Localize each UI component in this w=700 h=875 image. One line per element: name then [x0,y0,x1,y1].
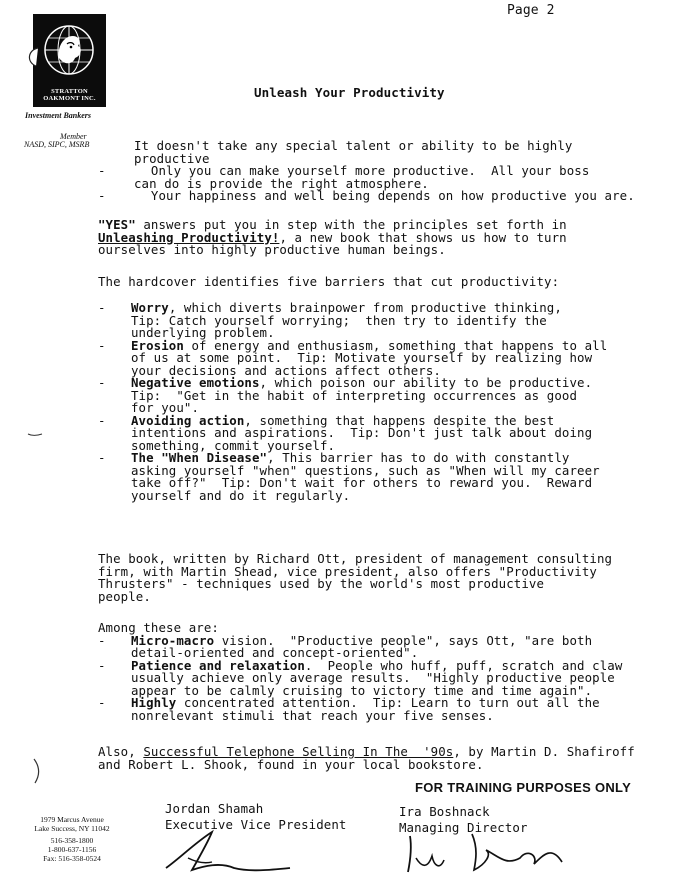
yes-word: "YES" [98,217,136,232]
barrier-term: Avoiding action [131,412,245,428]
barriers-list [98,302,688,502]
list-item: - Worry, which diverts brainpower from productive thinking, Tip: Catch yourself worrying; then try to identify the underlying problem. [98,300,562,340]
yes-text: answers put you in step with the principles set forth in [135,217,567,232]
bullet-dash: - [98,300,106,315]
book-paragraph: The book, written by Richard Ott, president of management consulting firm, with Martin Shead, vice president, also offers "Productivity Thrusters" - techniques used by the world's most productive people. [98,551,613,604]
member-orgs-caption: NASD, SIPC, MSRB [24,140,90,149]
barrier-term: Erosion [131,337,184,353]
logo-line-1: STRATTON [51,88,88,95]
member-caption: Member [60,132,87,141]
thruster-term: Highly [131,695,177,710]
bullet-dash: - [98,163,151,178]
punch-hole-mark [24,46,42,68]
signature-1-image [160,828,300,875]
barrier-term: The "When Disease" [131,450,268,465]
list-item: - Erosion of energy and enthusiasm, something that happens to all of us at some point. Tip: Motivate yourself by realizing how your decisions and actions affect others. [98,337,608,378]
among-intro: Among these are: [98,620,219,635]
yes-text: ourselves into highly productive human beings. [98,242,446,257]
bullet-dash: - [98,375,106,390]
telephone-book-title: Successful Telephone Selling In The '90s [143,744,454,759]
scan-mark [24,420,48,444]
intro-line: productive [134,150,210,166]
barrier-term: Negative emotions [131,375,260,390]
list-item: - Negative emotions, which poison our ability to be productive. Tip: "Get in the habit of interpreting occurrences as good for you". [98,375,593,415]
thrusters-list [98,622,688,722]
logo-line-2: OAKMONT INC. [43,95,96,102]
signature-2-image [402,828,572,875]
company-logo [33,14,106,107]
investment-bankers-caption: Investment Bankers [25,111,92,120]
training-notice: FOR TRAINING PURPOSES ONLY [415,780,632,795]
list-item: - Patience and relaxation. People who huff, puff, scratch and claw usually achieve only average results. "Highly productive people appear to be calmly cruising to victory time and time again". [98,657,623,698]
list-item: - The "When Disease", This barrier has to do with constantly asking yourself "when" questions, such as "When will my career take off?" Tip: Don't wait for others to reward you. Reward yourself and do it regularly. [98,450,600,503]
intro-line: Only you can make yourself more productive. All your boss [150,163,590,178]
bullet-dash: - [98,632,106,648]
bullet-dash: - [98,695,106,710]
bullet-dash: - [98,657,106,673]
also-paragraph: Also, Successful Telephone Selling In The '90s, by Martin D. Shafiroff and Robert L. Shook, found in your local bookstore. [98,744,635,772]
globe-lion-icon [33,14,106,88]
list-item: - Highly concentrated attention. Tip: Learn to turn out all the nonrelevant stimuli that reach your five senses. [98,695,600,723]
bullet-dash: - [98,412,106,428]
yes-paragraph [98,219,688,257]
bullet-dash: - [98,450,106,465]
signer-2-title: Managing Director [399,820,528,835]
bullet-dash: - [98,337,106,353]
bullet-dash: - [98,188,151,203]
scan-mark [32,757,44,785]
list-item: - Micro-macro vision. "Productive people", says Ott, "are both detail-oriented and concept-oriented". [98,632,593,660]
list-item: - Avoiding action, something that happens despite the best intentions and aspirations. Tip: Don't just talk about doing something, commit yourself. [98,412,593,453]
thruster-term: Patience and relaxation [131,657,305,673]
barriers-intro: The hardcover identifies five barriers that cut productivity: [98,274,560,289]
intro-line: Your happiness and well being depends on how productive you are. [150,188,635,203]
book-title-link: Unleashing Productivity! [98,229,280,245]
intro-block [98,138,694,203]
intro-line: It doesn't take any special talent or ability to be highly [134,138,573,153]
signer-1-title: Executive Vice President [165,817,347,832]
signer-1-name: Jordan Shamah [165,801,264,816]
thruster-term: Micro-macro [131,632,215,648]
page-number: Page 2 [507,3,555,18]
barrier-term: Worry [131,300,169,315]
signer-2-name: Ira Boshnack [399,804,490,819]
document-title: Unleash Your Productivity [254,85,445,100]
company-address: 1979 Marcus Avenue Lake Success, NY 11042 516-358-1800 1-800-637-1156 Fax: 516-358-0524 [34,815,110,863]
intro-line: can do is provide the right atmosphere. [134,175,429,191]
yes-text: , a new book that shows us how to turn [279,229,567,245]
